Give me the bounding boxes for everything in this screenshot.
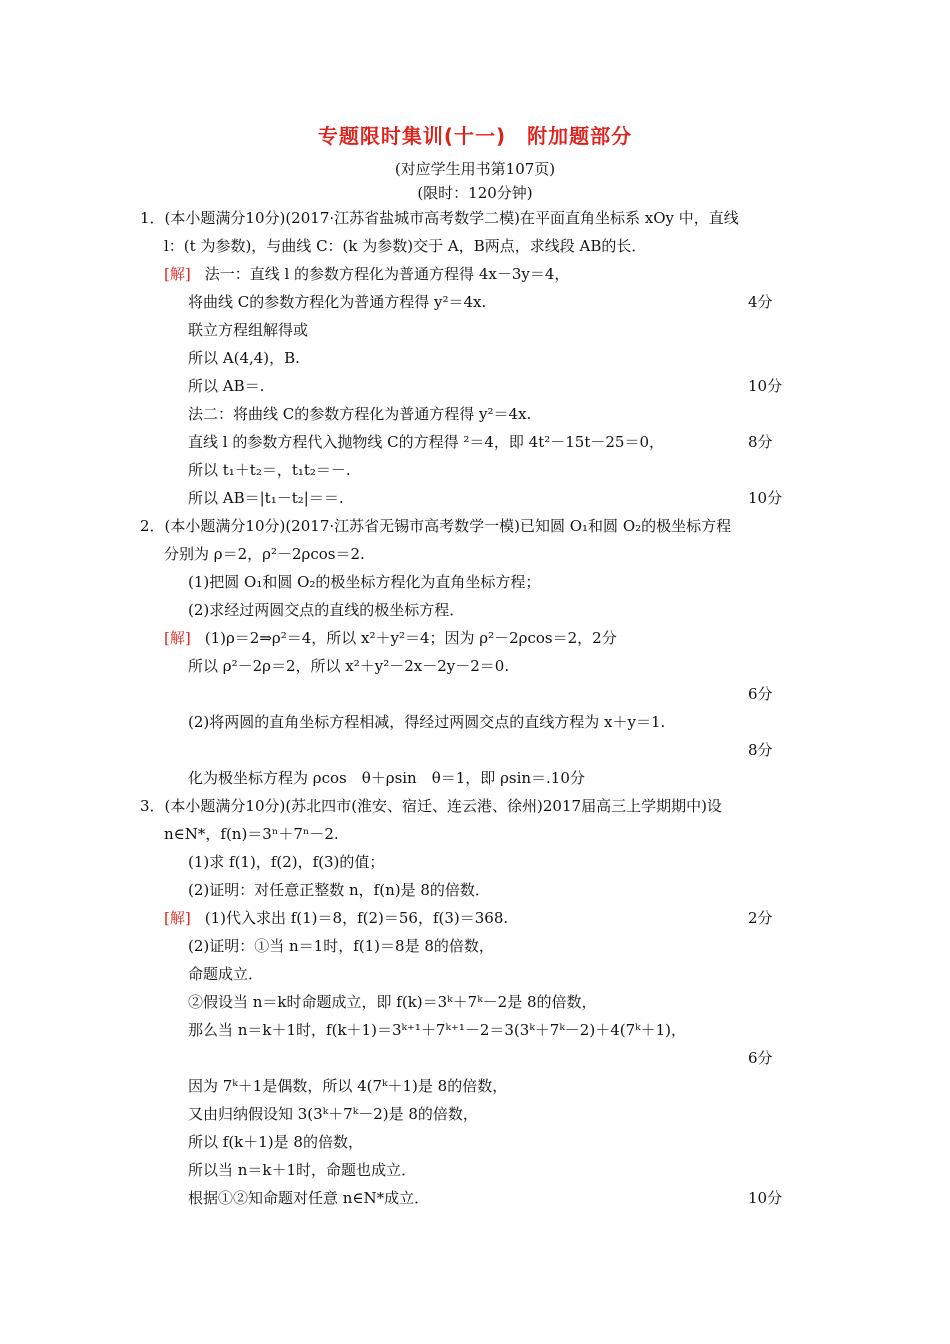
q1-solution-6: 法二：将曲线 C的参数方程化为普通方程得 y²＝4x. — [188, 405, 532, 423]
q3-solution-1: [解] (1)代入求出 f(1)＝8，f(2)＝56，f(3)＝368. — [164, 909, 509, 927]
answer-tag: [解] — [164, 629, 191, 647]
score-label: 2分 — [748, 909, 773, 927]
score-label: 4分 — [748, 293, 773, 311]
score-label: 10分 — [748, 489, 783, 507]
q3-solution-10: 根据①②知命题对任意 n∈N*成立． — [188, 1189, 430, 1207]
q2-solution-4: 化为极坐标方程为 ρcos θ＋ρsin θ＝1，即 ρsin＝.10分 — [188, 769, 585, 787]
page-title: 专题限时集训(十一) 附加题部分 — [317, 124, 633, 148]
score-label: 6分 — [748, 1049, 773, 1067]
score-label: 8分 — [748, 433, 773, 451]
score-label: 10分 — [748, 377, 783, 395]
q1-solution-3: 联立方程组解得或 — [188, 321, 309, 339]
score-label: 6分 — [748, 685, 773, 703]
q1-solution-5: 所以 AB＝. — [188, 377, 265, 395]
q3-solution-4: ②假设当 n＝k时命题成立，即 f(k)＝3ᵏ＋7ᵏ－2是 8的倍数， — [188, 993, 597, 1011]
q3-solution-2: (2)证明：①当 n＝1时，f(1)＝8是 8的倍数， — [188, 937, 494, 955]
question-2-part2: (2)求经过两圆交点的直线的极坐标方程． — [188, 601, 465, 619]
subtitle-book-page: (对应学生用书第107页) — [394, 160, 556, 178]
answer-tag: [解] — [164, 909, 191, 927]
q1-solution-9: 所以 AB＝|t₁－t₂|＝＝. — [188, 489, 344, 507]
q3-solution-9: 所以当 n＝k＋1时，命题也成立． — [188, 1161, 417, 1179]
q2-solution-1: [解] (1)ρ＝2⇒ρ²＝4，所以 x²＋y²＝4；因为 ρ²－2ρcos＝2，2分 — [164, 629, 617, 647]
question-3-line1: 3．(本小题满分10分)(苏北四市(淮安、宿迁、连云港、徐州)2017届高三上学期期中)设 — [140, 797, 722, 815]
q3-solution-6: 因为 7ᵏ＋1是偶数，所以 4(7ᵏ＋1)是 8的倍数， — [188, 1077, 508, 1095]
question-1-line2: l：(t 为参数)，与曲线 C：(k 为参数)交于 A，B两点，求线段 AB的长． — [164, 237, 647, 255]
q1-solution-2: 将曲线 C的参数方程化为普通方程得 y²＝4x. — [188, 293, 487, 311]
question-3-part1: (1)求 f(1)，f(2)，f(3)的值； — [188, 853, 385, 871]
question-1-line1: 1．(本小题满分10分)(2017·江苏省盐城市高考数学二模)在平面直角坐标系 xOy 中，直线 — [140, 209, 739, 227]
answer-tag: [解] — [164, 265, 191, 283]
subtitle-time-limit: (限时：120分钟) — [417, 184, 533, 202]
question-3-part2: (2)证明：对任意正整数 n，f(n)是 8的倍数． — [188, 881, 490, 899]
question-2-line2: 分别为 ρ＝2，ρ²－2ρcos＝2. — [164, 545, 365, 563]
q3-solution-7: 又由归纳假设知 3(3ᵏ＋7ᵏ－2)是 8的倍数， — [188, 1105, 478, 1123]
q1-solution-4: 所以 A(4,4)，B. — [188, 349, 300, 367]
q3-solution-3: 命题成立． — [188, 965, 264, 983]
question-2-part1: (1)把圆 O₁和圆 O₂的极坐标方程化为直角坐标方程； — [188, 573, 541, 591]
q3-solution-8: 所以 f(k＋1)是 8的倍数， — [188, 1133, 363, 1151]
score-label: 8分 — [748, 741, 773, 759]
question-2-line1: 2．(本小题满分10分)(2017·江苏省无锡市高考数学一模)已知圆 O₁和圆 O₂的极坐标方程 — [140, 517, 732, 535]
q2-solution-3: (2)将两圆的直角坐标方程相减，得经过两圆交点的直线方程为 x＋y＝1. — [188, 713, 666, 731]
question-3-line2: n∈N*，f(n)＝3ⁿ＋7ⁿ－2. — [164, 825, 339, 843]
score-label: 10分 — [748, 1189, 783, 1207]
q1-solution-8: 所以 t₁＋t₂＝，t₁t₂＝－. — [188, 461, 351, 479]
q1-solution-1: [解] 法一：直线 l 的参数方程化为普通方程得 4x－3y＝4， — [164, 265, 570, 283]
q3-solution-5: 那么当 n＝k＋1时，f(k＋1)＝3ᵏ⁺¹＋7ᵏ⁺¹－2＝3(3ᵏ＋7ᵏ－2)＋4(7ᵏ＋1)， — [188, 1021, 687, 1039]
q2-solution-2: 所以 ρ²－2ρ＝2，所以 x²＋y²－2x－2y－2＝0. — [188, 657, 510, 675]
q1-solution-7: 直线 l 的参数方程代入抛物线 C的方程得 ²＝4，即 4t²－15t－25＝0， — [188, 433, 665, 451]
